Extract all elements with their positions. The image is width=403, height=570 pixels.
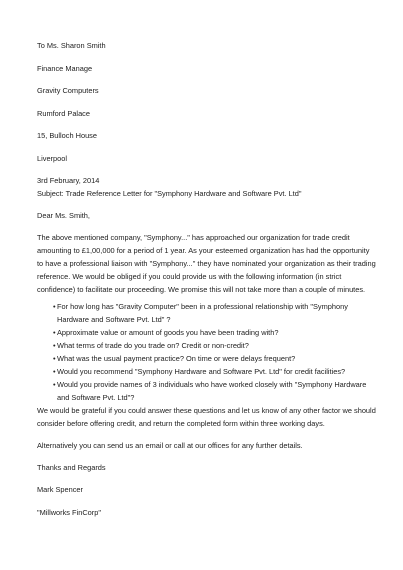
- question-text: What terms of trade do you trade on? Credit or non-credit?: [57, 340, 249, 350]
- question-text: For how long has "Gravity Computer" been in a professional relationship with "Symphony Hardware and Software Pvt. Ltd" ?: [57, 301, 348, 324]
- letter-date: 3rd February, 2014: [37, 175, 100, 185]
- question-text: Approximate value or amount of goods you have been trading with?: [57, 327, 279, 337]
- question-text: Would you provide names of 3 individuals who have worked closely with "Symphony Hardware and Software Pvt. Ltd"?: [57, 379, 367, 402]
- list-item: [37, 352, 377, 365]
- bullet-icon: •: [53, 379, 56, 389]
- recipient-company: Gravity Computers: [37, 86, 99, 95]
- recipient-to-line: To Ms. Sharon Smith: [37, 41, 106, 50]
- list-item: [37, 326, 377, 339]
- recipient-title: Finance Manage: [37, 63, 93, 73]
- bullet-icon: •: [53, 353, 56, 363]
- signer-name: Mark Spencer: [37, 485, 84, 494]
- bullet-icon: •: [53, 340, 56, 350]
- recipient-building: Rumford Palace: [37, 108, 90, 118]
- intro-paragraph: The above mentioned company, "Symphony..." has approached our organization for trade credit amounting to £1,00,000 for a period of 1 year. As your esteemed organization has had the opportunity to have a professional liaison with "Symphony..." they have nominated your organization as their trading reference. We would be obliged if you could provide us with the following information (in strict confidence) to facilitate our proceeding. We promise this will not take more than a couple of minutes.: [37, 232, 376, 294]
- letter-page: [37, 39, 377, 528]
- list-item: [37, 300, 377, 326]
- question-text: Would you recommend "Symphony Hardware and Software Pvt. Ltd" for credit facilities?: [57, 366, 346, 376]
- alternative-paragraph: Alternatively you can send us an email or call at our offices for any further details.: [37, 440, 303, 450]
- list-item: [37, 339, 377, 352]
- recipient-street: 15, Bulloch House: [37, 131, 97, 140]
- bullet-icon: •: [53, 366, 56, 376]
- bullet-icon: •: [53, 301, 56, 311]
- question-text: What was the usual payment practice? On time or were delays frequent?: [57, 353, 296, 363]
- question-list: [37, 300, 377, 404]
- closing-line: Thanks and Regards: [37, 462, 106, 472]
- recipient-city: Liverpool: [37, 153, 67, 163]
- list-item: [37, 378, 377, 404]
- grateful-paragraph: We would be grateful if you could answer these questions and let us know of any other factor we should consider before offering credit, and return the completed form within three working days.: [37, 405, 376, 428]
- signer-company: "Millworks FinCorp": [37, 507, 101, 517]
- bullet-icon: •: [53, 327, 56, 337]
- letter-subject: Subject: Trade Reference Letter for "Symphony Hardware and Software Pvt. Ltd": [37, 188, 302, 198]
- letter-greeting: Dear Ms. Smith,: [37, 210, 90, 220]
- list-item: [37, 365, 377, 378]
